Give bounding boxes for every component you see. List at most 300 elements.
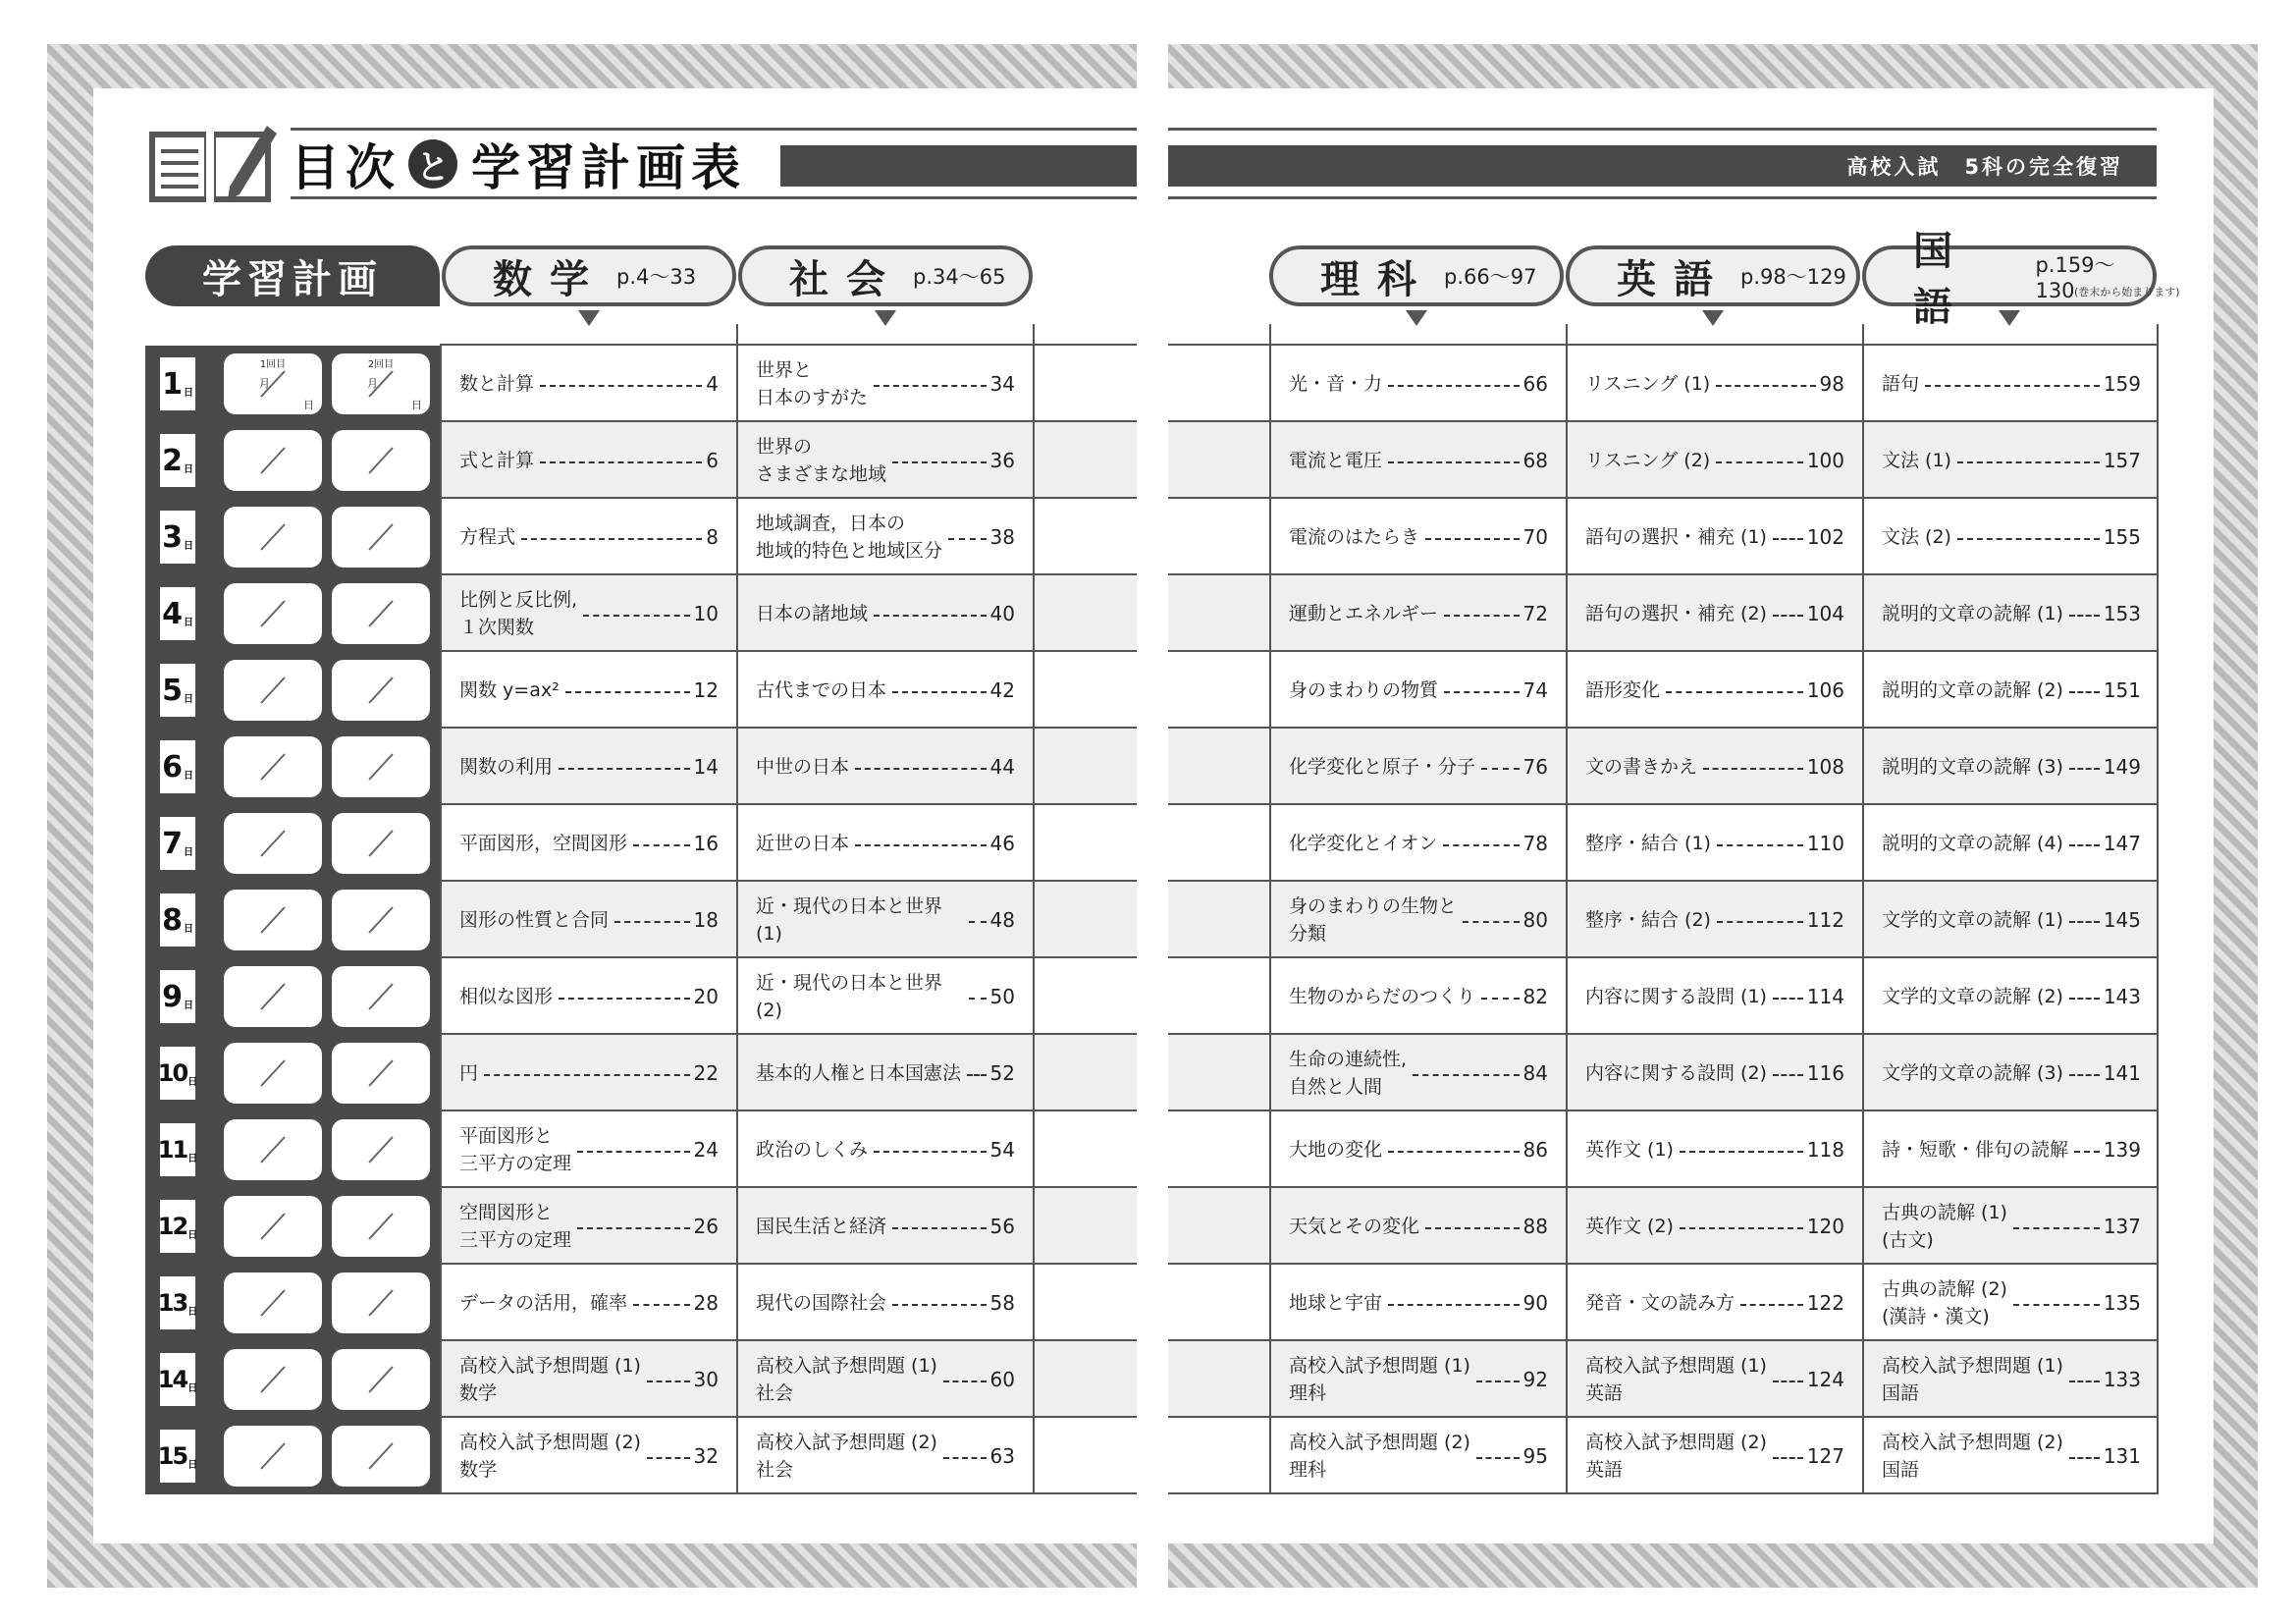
- lesson-entry: [1864, 1111, 2159, 1188]
- date-slot-second[interactable]: [332, 583, 430, 644]
- page-number: 12: [693, 678, 719, 702]
- leader-dots: [1463, 921, 1520, 923]
- science-pages: p.66〜97: [1444, 265, 1537, 289]
- leader-dots: [1957, 461, 2100, 463]
- lesson-entry: [738, 1418, 1033, 1494]
- lesson-title-line: 文法 (2): [1882, 526, 1951, 548]
- lesson-title: [1882, 370, 1919, 398]
- lesson-entry: [442, 575, 736, 652]
- lesson-title-line: 関数の利用: [459, 756, 554, 778]
- leader-dots: [521, 538, 702, 540]
- lesson-entry: [442, 652, 736, 729]
- lesson-title: [1882, 1275, 2007, 1330]
- lesson-title: [1585, 677, 1660, 704]
- day-badge: [157, 1197, 198, 1256]
- lesson-title-line: 英語: [1585, 1459, 1624, 1481]
- lesson-entry: [1568, 652, 1862, 729]
- date-slot-second[interactable]: [332, 1349, 430, 1410]
- lesson-title: [756, 356, 868, 411]
- lesson-title: [1882, 1199, 2007, 1254]
- lesson-entry: [1271, 805, 1566, 882]
- lesson-entry: [1568, 422, 1862, 499]
- day-suffix: 日: [187, 1229, 198, 1241]
- page-number: 100: [1806, 449, 1844, 472]
- lesson-entry: [1271, 422, 1566, 499]
- leader-dots: [2069, 844, 2100, 846]
- leader-dots: [1717, 844, 1803, 846]
- lesson-entry: [442, 499, 736, 575]
- date-slot-second[interactable]: [332, 966, 430, 1027]
- date-slot-first[interactable]: [224, 1196, 322, 1257]
- science-label: 理科: [1320, 256, 1434, 302]
- page-number: 60: [989, 1368, 1015, 1391]
- lesson-title-line: 政治のしくみ: [756, 1139, 869, 1161]
- day-number: 9: [162, 979, 183, 1014]
- leader-dots: [633, 1304, 690, 1306]
- leader-dots: [2069, 768, 2100, 770]
- lesson-title: [459, 1429, 641, 1484]
- lesson-title: [1585, 1289, 1735, 1317]
- title-study-plan: 学習計画表: [471, 139, 746, 196]
- leader-dots: [2013, 1227, 2100, 1229]
- leader-dots: [540, 385, 702, 387]
- lesson-title-line: 日本のすがた: [756, 387, 869, 408]
- lesson-title-line: 古典の読解 (2): [1882, 1278, 2007, 1300]
- open-book-pencil-icon: [145, 118, 278, 206]
- header-rule-top-right: [1168, 128, 2157, 131]
- lesson-title: [1882, 600, 2063, 627]
- lesson-title: [459, 1122, 571, 1177]
- lesson-title-line: 理科: [1289, 1459, 1327, 1481]
- lesson-title-line: 化学変化と原子・分子: [1289, 756, 1476, 778]
- leader-dots: [874, 1151, 987, 1153]
- page-number: 52: [989, 1061, 1015, 1085]
- page-number: 82: [1522, 985, 1548, 1008]
- leader-dots: [1716, 385, 1815, 387]
- lesson-entry: [442, 958, 736, 1035]
- leader-dots: [892, 461, 987, 463]
- tab-math: [442, 245, 736, 306]
- lesson-title: [756, 1289, 886, 1317]
- lesson-title: [756, 1352, 937, 1407]
- lesson-title-line: 地球と宇宙: [1289, 1292, 1383, 1314]
- leader-dots: [577, 1151, 690, 1153]
- date-slot-second[interactable]: [332, 813, 430, 874]
- lesson-title-line: 身のまわりの物質: [1289, 679, 1439, 701]
- lesson-entry: [1568, 1341, 1862, 1418]
- date-slot-first[interactable]: [224, 353, 322, 414]
- english-pages: p.98〜129: [1740, 265, 1846, 289]
- lesson-title-line: 数学: [459, 1382, 498, 1404]
- page-number: 86: [1522, 1138, 1548, 1162]
- date-label: 日: [411, 399, 422, 411]
- lesson-title: [1289, 830, 1437, 857]
- lesson-entry: [1271, 729, 1566, 805]
- page-number: 63: [989, 1444, 1015, 1468]
- date-slot-second[interactable]: [332, 1272, 430, 1333]
- date-slot-second[interactable]: [332, 430, 430, 491]
- page-number: 54: [989, 1138, 1015, 1162]
- page-number: 141: [2103, 1061, 2141, 1085]
- lesson-title: [756, 600, 868, 627]
- page-number: 104: [1806, 602, 1844, 625]
- leader-dots: [2069, 691, 2100, 693]
- leader-dots: [577, 1227, 690, 1229]
- lesson-title: [459, 677, 560, 704]
- lesson-entry: [1271, 499, 1566, 575]
- date-slot-second[interactable]: [332, 1119, 430, 1180]
- leader-dots: [855, 768, 987, 770]
- lesson-title: [1585, 447, 1710, 474]
- day-number: 7: [162, 826, 183, 861]
- lesson-title-line: 整序・結合 (1): [1585, 833, 1711, 854]
- lesson-title: [1289, 523, 1419, 551]
- japanese-order-note: (巻末から始まります): [2074, 286, 2180, 298]
- attempt-label: 1回目: [259, 359, 287, 370]
- lesson-title: [1289, 1213, 1419, 1240]
- page-number: 122: [1806, 1291, 1844, 1315]
- date-slot-first[interactable]: [224, 1119, 322, 1180]
- lesson-entry: [442, 882, 736, 958]
- lesson-title-line: リスニング (2): [1585, 450, 1711, 471]
- lesson-entry: [1568, 958, 1862, 1035]
- day-badge: [157, 1273, 198, 1332]
- lesson-entry: [1864, 1418, 2159, 1494]
- page-number: 18: [693, 908, 719, 932]
- page-number: 139: [2103, 1138, 2141, 1162]
- leader-dots: [540, 461, 702, 463]
- leader-dots: [1444, 615, 1520, 617]
- lesson-title: [1289, 447, 1382, 474]
- lesson-title: [459, 830, 627, 857]
- lesson-title-line: 光・音・力: [1289, 373, 1383, 395]
- page-number: 78: [1522, 832, 1548, 855]
- lesson-title: [1882, 523, 1951, 551]
- page-number: 106: [1806, 678, 1844, 702]
- day-number: 2: [162, 443, 183, 478]
- lesson-entry: [442, 1418, 736, 1494]
- header-rule-bottom-right: [1168, 196, 2157, 199]
- lesson-title-line: 高校入試予想問題 (1): [1882, 1355, 2063, 1377]
- page-number: 153: [2103, 602, 2141, 625]
- page-number: 80: [1522, 908, 1548, 932]
- leader-dots: [969, 921, 987, 923]
- leader-dots: [1481, 768, 1520, 770]
- day-badge: [157, 1120, 198, 1179]
- title-contents: 目次: [291, 139, 400, 196]
- lesson-title-line: 電流のはたらき: [1289, 526, 1420, 548]
- day-badge: [157, 584, 198, 643]
- lesson-title: [756, 753, 849, 781]
- lesson-title: [459, 983, 553, 1010]
- lesson-title: [1585, 1059, 1767, 1087]
- lesson-title-line: 生命の連続性,: [1289, 1049, 1408, 1070]
- english-pointer: [1702, 310, 1724, 326]
- lesson-title-line: (古文): [1882, 1229, 1934, 1251]
- date-slot-second[interactable]: [332, 353, 430, 414]
- lesson-entry: [1864, 575, 2159, 652]
- leader-dots: [1476, 1457, 1520, 1459]
- lesson-title-line: 説明的文章の読解 (4): [1882, 833, 2063, 854]
- page-number: 114: [1806, 985, 1844, 1008]
- lesson-title: [756, 893, 963, 947]
- lesson-entry: [738, 1111, 1033, 1188]
- lesson-title-line: 説明的文章の読解 (3): [1882, 756, 2063, 778]
- math-label: 数学: [493, 256, 607, 302]
- leader-dots: [2069, 1457, 2100, 1459]
- page-number: 143: [2103, 985, 2141, 1008]
- lesson-entry: [1271, 1188, 1566, 1265]
- page-number: 112: [1806, 908, 1844, 932]
- lesson-title: [1585, 1429, 1767, 1484]
- lesson-title-line: 説明的文章の読解 (2): [1882, 679, 2063, 701]
- leader-dots: [2074, 1151, 2100, 1153]
- lesson-title: [459, 906, 609, 934]
- page-number: 133: [2103, 1368, 2141, 1391]
- leader-dots: [1717, 921, 1803, 923]
- lesson-entry: [738, 1265, 1033, 1341]
- page-number: 16: [693, 832, 719, 855]
- leader-dots: [1740, 1304, 1803, 1306]
- lesson-title-line: 方程式: [459, 526, 516, 548]
- lesson-title-line: 社会: [756, 1382, 794, 1404]
- lesson-entry: [1271, 652, 1566, 729]
- day-suffix: 日: [187, 1459, 198, 1471]
- lesson-entry: [1271, 958, 1566, 1035]
- lesson-entry: [1864, 882, 2159, 958]
- lesson-title: [1289, 1429, 1470, 1484]
- japanese-label: 国語: [1913, 229, 1970, 330]
- lesson-entry: [442, 729, 736, 805]
- lesson-entry: [1864, 499, 2159, 575]
- japanese-pages: p.159〜130: [2035, 253, 2115, 302]
- date-slot-second[interactable]: [332, 890, 430, 950]
- date-slot-second[interactable]: [332, 507, 430, 568]
- lesson-title: [1585, 830, 1711, 857]
- page-number: 72: [1522, 602, 1548, 625]
- day-suffix: 日: [183, 693, 193, 705]
- lesson-title-line: 図形の性質と合同: [459, 909, 610, 931]
- leader-dots: [892, 1304, 987, 1306]
- lesson-entry: [1864, 1035, 2159, 1111]
- leader-dots: [892, 691, 987, 693]
- lesson-entry: [442, 422, 736, 499]
- lesson-entry: [1568, 1035, 1862, 1111]
- lesson-entry: [1271, 346, 1566, 422]
- lesson-title-line: 地域調査，日本の: [756, 513, 906, 534]
- japanese-pointer: [1999, 310, 2020, 326]
- page-number: 110: [1806, 832, 1844, 855]
- lesson-title-line: 国語: [1882, 1382, 1920, 1404]
- date-slot-second[interactable]: [332, 736, 430, 797]
- leader-dots: [1773, 1457, 1803, 1459]
- month-label: 月: [367, 377, 378, 390]
- leader-dots: [1388, 385, 1520, 387]
- lesson-title-line: 高校入試予想問題 (1): [459, 1355, 641, 1377]
- page-number: 149: [2103, 755, 2141, 779]
- day-suffix: 日: [183, 463, 193, 475]
- social-pages: p.34〜65: [913, 265, 1006, 289]
- page-number: 84: [1522, 1061, 1548, 1085]
- leader-dots: [1388, 1151, 1520, 1153]
- day-number: 11: [157, 1136, 187, 1164]
- lesson-title-line: 高校入試予想問題 (1): [756, 1355, 937, 1377]
- day-suffix: 日: [187, 1076, 198, 1088]
- lesson-entry: [1864, 805, 2159, 882]
- day-number: 13: [157, 1289, 187, 1317]
- lesson-entry: [738, 729, 1033, 805]
- date-slot-second[interactable]: [332, 1196, 430, 1257]
- date-slot-first[interactable]: [224, 507, 322, 568]
- leader-dots: [1925, 385, 2100, 387]
- lesson-title-line: 中世の日本: [756, 756, 850, 778]
- page-number: 30: [693, 1368, 719, 1391]
- leader-dots: [874, 615, 987, 617]
- day-number: 8: [162, 902, 183, 938]
- lesson-entry: [442, 346, 736, 422]
- leader-dots: [565, 691, 690, 693]
- date-slot-first[interactable]: [224, 813, 322, 874]
- date-slot-first[interactable]: [224, 966, 322, 1027]
- leader-dots: [1388, 461, 1520, 463]
- page-number: 48: [989, 908, 1015, 932]
- lesson-title-line: 高校入試予想問題 (2): [459, 1432, 641, 1453]
- date-slot-first[interactable]: [224, 1349, 322, 1410]
- day-number: 12: [157, 1213, 187, 1240]
- lesson-title-line: 空間図形と: [459, 1202, 554, 1223]
- book-subtitle: 高校入試 5科の完全復習: [1168, 145, 2157, 187]
- lesson-title: [1585, 906, 1711, 934]
- lesson-title-line: 数学: [459, 1459, 498, 1481]
- date-slot-first[interactable]: [224, 660, 322, 721]
- lesson-title-line: 数と計算: [459, 373, 535, 395]
- leader-dots: [1773, 1074, 1803, 1076]
- lesson-title-line: 文学的文章の読解 (3): [1882, 1062, 2063, 1084]
- lesson-title: [1585, 1352, 1767, 1407]
- date-slot-first[interactable]: [224, 1043, 322, 1104]
- day-suffix: 日: [183, 1000, 193, 1011]
- lesson-entry: [738, 1341, 1033, 1418]
- lesson-title-line: 国語: [1882, 1459, 1920, 1481]
- lesson-entry: [442, 1265, 736, 1341]
- lesson-entry: [1568, 729, 1862, 805]
- lesson-title-line: 英作文 (1): [1585, 1139, 1674, 1161]
- day-badge: [157, 891, 198, 949]
- leader-dots: [1425, 538, 1520, 540]
- lesson-title-line: 式と計算: [459, 450, 535, 471]
- lesson-title: [1882, 906, 2063, 934]
- day-suffix: 日: [183, 770, 193, 782]
- day-badge: [157, 814, 198, 873]
- title-and-badge: と: [408, 139, 457, 189]
- lesson-title-line: 運動とエネルギー: [1289, 603, 1439, 624]
- page-number: 135: [2103, 1291, 2141, 1315]
- day-suffix: 日: [183, 540, 193, 552]
- page-number: 4: [706, 372, 719, 396]
- leader-dots: [948, 538, 987, 540]
- lesson-title-line: 世界と: [756, 359, 813, 381]
- day-badge: [157, 431, 198, 490]
- header-rule-top: [291, 128, 1137, 131]
- date-label: 日: [303, 399, 314, 411]
- page-number: 50: [989, 985, 1015, 1008]
- page-number: 95: [1522, 1444, 1548, 1468]
- leader-dots: [1476, 1380, 1520, 1382]
- lesson-title-line: 近・現代の日本と世界 (2): [756, 972, 943, 1021]
- date-slot-second[interactable]: [332, 660, 430, 721]
- date-slot-first[interactable]: [224, 430, 322, 491]
- date-slot-second[interactable]: [332, 1043, 430, 1104]
- day-badge: [157, 1427, 198, 1486]
- lesson-title: [459, 370, 534, 398]
- leader-dots: [614, 921, 690, 923]
- lesson-title-line: 近世の日本: [756, 833, 850, 854]
- science-pointer: [1406, 310, 1427, 326]
- page-number: 46: [989, 832, 1015, 855]
- page-number: 151: [2103, 678, 2141, 702]
- date-slot-second[interactable]: [332, 1426, 430, 1487]
- lesson-title-line: 三平方の定理: [459, 1153, 572, 1174]
- page-number: 124: [1806, 1368, 1844, 1391]
- leader-dots: [1773, 998, 1803, 1000]
- date-slot-first[interactable]: [224, 736, 322, 797]
- lesson-entry: [1271, 1265, 1566, 1341]
- leader-dots: [967, 1074, 987, 1076]
- page-number: 26: [693, 1215, 719, 1238]
- page-number: 98: [1819, 372, 1844, 396]
- day-suffix: 日: [183, 923, 193, 935]
- lesson-title-line: 語句の選択・補充 (2): [1585, 603, 1767, 624]
- day-badge: [157, 737, 198, 796]
- lesson-entry: [1864, 1265, 2159, 1341]
- lesson-title: [756, 677, 886, 704]
- lesson-title: [1882, 1059, 2063, 1087]
- lesson-title: [1882, 1429, 2063, 1484]
- lesson-title-line: 整序・結合 (2): [1585, 909, 1711, 931]
- leader-dots: [1388, 1304, 1520, 1306]
- page-number: 42: [989, 678, 1015, 702]
- lesson-entry: [738, 958, 1033, 1035]
- lesson-entry: [442, 1188, 736, 1265]
- date-slot-first[interactable]: [224, 890, 322, 950]
- lesson-title: [1289, 600, 1438, 627]
- lesson-title: [1882, 983, 2063, 1010]
- lesson-entry: [738, 805, 1033, 882]
- leader-dots: [559, 768, 690, 770]
- lesson-title: [756, 1059, 961, 1087]
- lesson-title-line: 三平方の定理: [459, 1229, 572, 1251]
- math-pages: p.4〜33: [616, 265, 697, 289]
- leader-dots: [484, 1074, 690, 1076]
- page-number: 56: [989, 1215, 1015, 1238]
- lesson-title-line: 理科: [1289, 1382, 1327, 1404]
- page-number: 40: [989, 602, 1015, 625]
- lesson-title-line: 化学変化とイオン: [1289, 833, 1438, 854]
- page-number: 34: [989, 372, 1015, 396]
- lesson-title-line: 古典の読解 (1): [1882, 1202, 2007, 1223]
- date-slot-first[interactable]: [224, 1426, 322, 1487]
- leader-dots: [855, 844, 987, 846]
- date-slot-first[interactable]: [224, 1272, 322, 1333]
- leader-dots: [1716, 461, 1803, 463]
- leader-dots: [1773, 615, 1803, 617]
- day-badge: [157, 354, 198, 413]
- date-slot-first[interactable]: [224, 583, 322, 644]
- lesson-title-line: 高校入試予想問題 (1): [1585, 1355, 1767, 1377]
- tab-english: [1566, 245, 1860, 306]
- leader-dots: [1443, 844, 1519, 846]
- lesson-entry: [738, 882, 1033, 958]
